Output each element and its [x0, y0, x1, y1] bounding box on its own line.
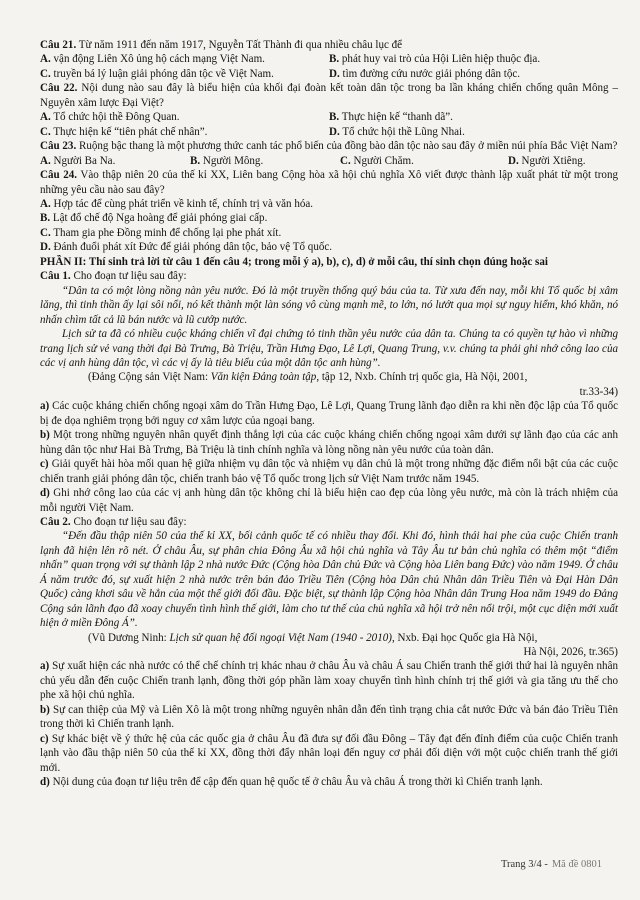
statement: c) Giải quyết hài hòa mối quan hệ giữa nhiệm vụ dân tộc và nhiệm vụ dân chủ là một trong những đặc điểm nổi bật của các cuộc chiến tranh giải phóng dân tộc, chiến tranh bảo vệ Tổ quốc trong lịch sử Việt Nam trước năm 1945. — [40, 458, 619, 485]
option-text: Thực hiện kế “thanh dã”. — [341, 111, 453, 124]
question-label: Câu 23. — [40, 140, 77, 153]
option-text: truyền bá lý luận giải phóng dân tộc về Việt Nam. — [53, 67, 274, 80]
option-text: Tham gia phe Đồng minh để chống lại phe phát xít. — [53, 226, 282, 239]
part2-question-1 — [40, 269, 618, 515]
option-text: Người Ba Na. — [53, 154, 116, 167]
option-label: B. — [329, 53, 340, 66]
statement: a) Các cuộc kháng chiến chống ngoại xâm do Trần Hưng Đạo, Lê Lợi, Quang Trung lãnh đạo diễn ra khi nền độc lập của Tổ quốc bị đe dọa nghiêm trọng bởi nguy cơ xâm lược của ngoại bang. — [40, 400, 618, 427]
option-text: Người Xtiêng. — [521, 154, 586, 167]
option-label: A. — [40, 53, 51, 66]
option-label: D. — [329, 67, 340, 80]
page-footer — [501, 858, 602, 872]
question-label: Câu 2. — [40, 515, 71, 528]
source-pages: tr.33-34) — [579, 385, 618, 398]
question-label: Câu 21. — [40, 39, 77, 51]
source-quote: Lịch sử ta đã có nhiều cuộc kháng chiến vĩ đại chứng tỏ tinh thần yêu nước của dân ta. Chúng ta có quyền tự hào vì những trang lịch sử vẻ vang thời đại Bà Trưng, Bà Triệu, Trần Hưng Đạo, Lê Lợi, Quang Trung, v.v. chúng ta phải ghi nhớ công lao của các vị anh hùng dân tộc, vì các vị ấy là tiêu biểu của một dân tộc anh hùng”. — [40, 328, 618, 369]
option-text: phát huy vai trò của Hội Liên hiệp thuộc địa. — [341, 53, 541, 66]
question-stem: Ruộng bậc thang là một phương thức canh tác phổ biến của đồng bào dân tộc nào sau đây ở miền núi phía Bắc Việt Nam? — [78, 140, 618, 153]
question-24 — [40, 168, 618, 255]
statement: a) Sự xuất hiện các nhà nước có thể chế chính trị khác nhau ở châu Âu và châu Á sau Chiến tranh thế giới thứ hai là nguyên nhân chủ yếu dẫn đến cuộc Chiến tranh lạnh, đồng thời góp phần làm xoay chuyển tình hình chính trị thế giới và gia tăng ưu thế cho phe xã hội chủ nghĩa. — [40, 660, 619, 702]
option-label: D. — [329, 125, 340, 138]
statement: d) Ghi nhớ công lao của các vị anh hùng dân tộc không chỉ là biểu hiện cao đẹp của lòng yêu nước, mà còn là trách nhiệm của mỗi người Việt Nam. — [40, 487, 618, 514]
part2-question-2 — [40, 515, 618, 790]
statement: d) Nội dung của đoạn tư liệu trên để cập đến quan hệ quốc tế ở châu Âu và châu Á trong thời kì Chiến tranh lạnh. — [40, 776, 543, 789]
source-quote: “Dân ta có một lòng nồng nàn yêu nước. Đó là một truyền thống quý báu của ta. Từ xưa đến nay, mỗi khi Tổ quốc bị xâm lăng, thì tinh thần ấy lại sôi nổi, nó kết thành một làn sóng vô cùng mạnh mẽ, to lớn, nó lướt qua mọi sự nguy hiểm, khó khăn, nó nhấn chìm tất cả lũ bán nước và lũ cướp nước. — [40, 284, 618, 326]
option-text: Người Mông. — [202, 154, 264, 167]
option-label: C. — [40, 67, 51, 80]
question-intro: Cho đoạn tư liệu sau đây: — [73, 270, 187, 283]
question-22 — [40, 81, 618, 139]
option-text: Tổ chức hội thề Đông Quan. — [53, 111, 180, 124]
option-label: D. — [508, 154, 519, 167]
option-label: B. — [329, 111, 340, 124]
question-21 — [40, 38, 618, 81]
source-pages: Hà Nội, 2026, tr.365) — [523, 646, 618, 659]
question-intro: Cho đoạn tư liệu sau đây: — [73, 515, 187, 528]
option-text: Hợp tác để cùng phát triển về kinh tế, chính trị và văn hóa. — [53, 197, 314, 210]
option-label: A. — [40, 154, 51, 167]
option-label: B. — [40, 212, 51, 225]
exam-code: Mã đề 0801 — [551, 858, 602, 870]
option-text: vận động Liên Xô ủng hộ cách mạng Việt Nam. — [53, 53, 265, 66]
option-label: D. — [40, 241, 51, 254]
statement: c) Sự khác biệt về ý thức hệ của các quốc gia ở châu Âu đã đưa sự đối đầu Đông – Tây đạt đến đỉnh điểm của cuộc Chiến tranh lạnh vào đầu thập niên 50 của thế kỉ XX, đồng thời đẩy nhân loại đến nguy cơ phải đối diện với một cuộc chiến tranh thế giới mới. — [40, 732, 619, 774]
source-citation: (Vũ Dương Ninh: Lịch sử quan hệ đối ngoại Việt Nam (1940 - 2010), Nxb. Đại học Quốc gia Hà Nội, — [88, 631, 538, 644]
question-stem: Nội dung nào sau đây là biểu hiện của khối đại đoàn kết toàn dân tộc trong ba lần kháng chiến chống quân Mông – Nguyên xâm lược Đại Việt? — [40, 82, 619, 109]
option-text: tìm đường cứu nước giải phóng dân tộc. — [342, 67, 521, 80]
question-stem: Từ năm 1911 đến năm 1917, Nguyễn Tất Thành đi qua nhiều châu lục để — [78, 39, 403, 51]
question-stem: Vào thập niên 20 của thế kỉ XX, Liên bang Cộng hòa xã hội chủ nghĩa Xô viết được thành lập xuất phát từ một trong những yêu cầu nào sau đây? — [40, 169, 618, 196]
question-23 — [40, 139, 618, 168]
statement: b) Một trong những nguyên nhân quyết định thắng lợi của các cuộc kháng chiến chống ngoại xâm dưới sự lãnh đạo của các anh hùng dân tộc như Hai Bà Trưng, Bà Triệu là tinh chính nghĩa và lòng nồng nàn yêu nước của toàn dân. — [40, 429, 618, 456]
question-label: Câu 22. — [40, 82, 78, 95]
option-label: C. — [40, 226, 51, 239]
option-text: Đánh đuổi phát xít Đức để giải phóng dân tộc, bảo vệ Tổ quốc. — [53, 241, 333, 254]
option-label: A. — [40, 111, 51, 124]
statement: b) Sự can thiệp của Mỹ và Liên Xô là một trong những nguyên nhân dẫn đến tình trạng chia cắt nước Đức và bán đảo Triều Tiên trong thời kì Chiến tranh lạnh. — [40, 703, 619, 731]
option-label: B. — [190, 154, 201, 167]
option-label: A. — [40, 197, 51, 210]
option-label: C. — [40, 125, 51, 138]
option-text: Lật đổ chế độ Nga hoàng để giải phóng giai cấp. — [52, 212, 268, 225]
question-label: Câu 1. — [40, 270, 71, 283]
option-text: Người Chăm. — [353, 154, 414, 167]
section-heading: PHẦN II: Thí sinh trả lời từ câu 1 đến câu 4; trong mỗi ý a), b), c), d) ở mỗi câu, thí sinh chọn đúng hoặc sai — [40, 255, 548, 268]
source-quote: “Đến đầu thập niên 50 của thế kỉ XX, bối cảnh quốc tế có nhiều thay đổi. Khi đó, hình thái hai phe của cuộc Chiến tranh lạnh đã hiện lên rõ nét. Ở châu Âu, sự phân chia Đông Âu xã hội chủ nghĩa và Tây Âu tư bản chủ nghĩa có thêm một “điểm nhấn” quan trọng với sự thành lập 2 nhà nước Đức (Cộng hòa Dân chủ Đức và Cộng hòa Liên bang Đức) vào năm 1949. Ở châu Á năm trước đó, sự xuất hiện 2 nhà nước trên bán đảo Triều Tiên (Cộng hòa Dân chủ Nhân dân Triều Tiên và Đại Hàn Dân Quốc) càng khơi sâu về hẳn của một thế giới đối đầu. Đặc biệt, sự thành lập Cộng hòa Nhân dân Trung Hoa năm 1949 do Đảng Cộng sản lãnh đạo đã xoay chuyển tình hình thế giới, làm cho tư thế của chủ nghĩa xã hội trở nên nổi trội, một cục diện mới xuất hiện ở miền Đông Á”. — [40, 530, 618, 630]
source-citation: (Đảng Cộng sản Việt Nam: Văn kiện Đảng toàn tập, tập 12, Nxb. Chính trị quốc gia, Hà Nội, 2001, — [88, 371, 528, 384]
question-label: Câu 24. — [40, 169, 78, 182]
page-number: Trang 3/4 - — [500, 858, 548, 870]
option-text: Tổ chức hội thề Lũng Nhai. — [342, 125, 465, 138]
option-label: C. — [340, 154, 351, 167]
option-text: Thực hiện kế “tiên phát chế nhân”. — [53, 125, 208, 138]
